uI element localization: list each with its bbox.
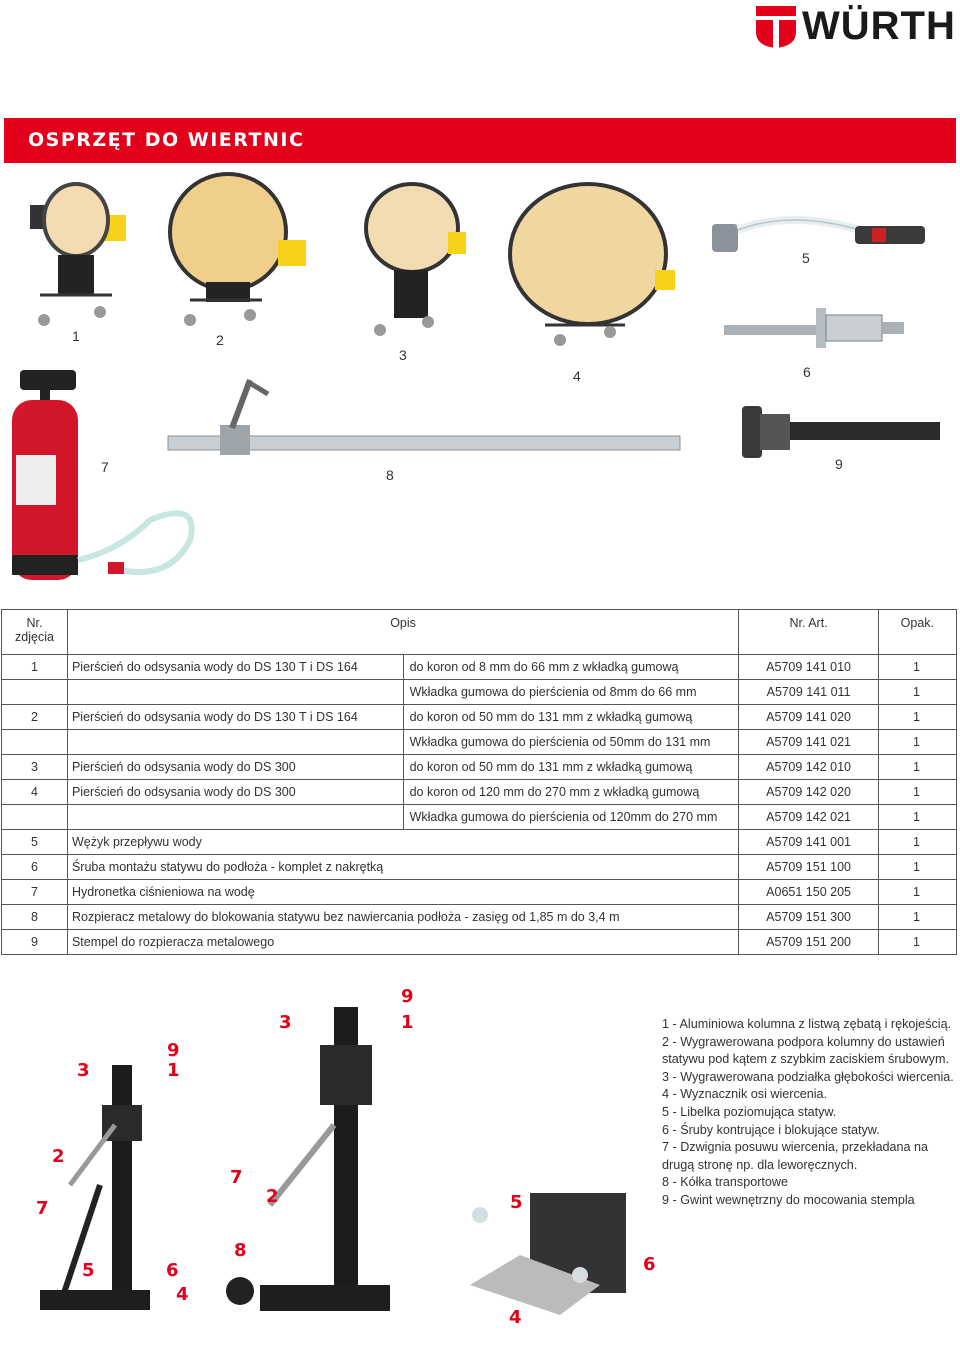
table-row xyxy=(2,905,957,930)
cell-name: Pierścień do odsysania wody do DS 130 T i DS 164 xyxy=(67,655,403,680)
cell-art: A5709 141 001 xyxy=(739,830,879,855)
table-row xyxy=(2,705,957,730)
cell-name xyxy=(67,680,403,705)
legend-line: statywu pod kątem z szybkim zaciskiem śrubowym. xyxy=(662,1052,949,1067)
cell-art: A5709 142 020 xyxy=(739,780,879,805)
col-header-art: Nr. Art. xyxy=(739,610,879,655)
col-header-nr: Nr. zdjęcia xyxy=(2,610,68,655)
cell-art: A5709 142 021 xyxy=(739,805,879,830)
cell-name: Wężyk przepływu wody xyxy=(67,830,738,855)
callout-b-9: 9 xyxy=(401,986,414,1007)
callout-a-7: 7 xyxy=(36,1198,49,1219)
legend-line: drugą stronę np. dla leworęcznych. xyxy=(662,1157,858,1172)
col-header-opak: Opak. xyxy=(879,610,957,655)
table-row xyxy=(2,655,957,680)
spreader-8-image xyxy=(168,380,680,455)
product-table xyxy=(1,609,957,955)
cell-art: A5709 142 010 xyxy=(739,755,879,780)
cell-nr: 5 xyxy=(2,830,68,855)
legend-line: 3 - Wygrawerowana podziałka głębokości wiercenia. xyxy=(662,1069,954,1084)
cell-qty: 1 xyxy=(879,780,957,805)
photo-label-2: 2 xyxy=(216,332,224,348)
cell-name: Pierścień do odsysania wody do DS 300 xyxy=(67,780,403,805)
photo-label-7: 7 xyxy=(101,459,109,475)
ring-4-image xyxy=(510,184,675,346)
cell-qty: 1 xyxy=(879,905,957,930)
photo-label-8: 8 xyxy=(386,467,394,483)
callout-a-1: 1 xyxy=(167,1060,180,1081)
cell-qty: 1 xyxy=(879,705,957,730)
callout-b-2: 2 xyxy=(266,1186,279,1207)
cell-nr: 2 xyxy=(2,705,68,730)
cell-desc: do koron od 50 mm do 131 mm z wkładką gumową xyxy=(403,705,739,730)
cell-qty: 1 xyxy=(879,830,957,855)
stand-illustrations xyxy=(0,985,660,1361)
callout-a-9: 9 xyxy=(167,1040,180,1061)
stand-a-image xyxy=(40,1065,150,1310)
cell-art: A5709 141 020 xyxy=(739,705,879,730)
cell-name: Śruba montażu statywu do podłoża - komplet z nakrętką xyxy=(67,855,738,880)
table-row xyxy=(2,930,957,955)
table-header-row xyxy=(2,610,957,655)
cell-desc: do koron od 120 mm do 270 mm z wkładką gumową xyxy=(403,780,739,805)
cell-nr: 3 xyxy=(2,755,68,780)
photo-label-1: 1 xyxy=(72,328,80,344)
wurth-logo-mark-icon xyxy=(756,6,796,48)
product-photos xyxy=(0,170,960,590)
legend-line: 4 - Wyznacznik osi wiercenia. xyxy=(662,1087,828,1102)
cell-name: Hydronetka ciśnieniowa na wodę xyxy=(67,880,738,905)
cell-art: A5709 151 100 xyxy=(739,855,879,880)
hose-5-image xyxy=(712,220,925,252)
cell-nr: 6 xyxy=(2,855,68,880)
cell-qty: 1 xyxy=(879,730,957,755)
table-row xyxy=(2,780,957,805)
callout-b-3: 3 xyxy=(279,1012,292,1033)
cell-desc: Wkładka gumowa do pierścienia od 8mm do 66 mm xyxy=(403,680,739,705)
cell-nr xyxy=(2,680,68,705)
cell-nr: 4 xyxy=(2,780,68,805)
callout-b-7: 7 xyxy=(230,1167,243,1188)
stand-detail-image xyxy=(470,1193,626,1315)
feature-legend xyxy=(662,1016,957,1210)
cell-nr xyxy=(2,805,68,830)
table-row xyxy=(2,680,957,705)
ring-3-image xyxy=(366,184,466,336)
bolt-6-image xyxy=(724,308,904,348)
wurth-logo xyxy=(756,6,956,50)
cell-qty: 1 xyxy=(879,805,957,830)
cell-qty: 1 xyxy=(879,655,957,680)
stamp-9-image xyxy=(742,406,940,458)
cell-desc: do koron od 50 mm do 131 mm z wkładką gumową xyxy=(403,755,739,780)
cell-art: A5709 151 200 xyxy=(739,930,879,955)
photo-label-9: 9 xyxy=(835,456,843,472)
callout-a-5: 5 xyxy=(82,1260,95,1281)
legend-line: 9 - Gwint wewnętrzny do mocowania stempla xyxy=(662,1192,915,1207)
table-row xyxy=(2,830,957,855)
cell-nr: 7 xyxy=(2,880,68,905)
legend-line: 5 - Libelka poziomująca statyw. xyxy=(662,1104,837,1119)
legend-line: 7 - Dzwignia posuwu wiercenia, przekładana na xyxy=(662,1140,929,1155)
photo-label-4: 4 xyxy=(573,368,581,384)
table-row xyxy=(2,880,957,905)
legend-line: 6 - Śruby kontrujące i blokujące statyw. xyxy=(662,1122,880,1137)
cell-name: Pierścień do odsysania wody do DS 300 xyxy=(67,755,403,780)
cell-name xyxy=(67,805,403,830)
cell-nr: 1 xyxy=(2,655,68,680)
callout-a-4: 4 xyxy=(176,1284,189,1305)
table-row xyxy=(2,805,957,830)
section-banner xyxy=(4,118,956,163)
cell-art: A5709 141 021 xyxy=(739,730,879,755)
legend-line: 8 - Kółka transportowe xyxy=(662,1175,788,1190)
callout-d-4: 4 xyxy=(509,1307,522,1328)
cell-name: Pierścień do odsysania wody do DS 130 T i DS 164 xyxy=(67,705,403,730)
callout-d-6: 6 xyxy=(643,1254,656,1275)
ring-1-image xyxy=(30,184,126,326)
cell-name: Rozpieracz metalowy do blokowania statywu bez nawiercania podłoża - zasięg od 1,85 m do 3,4 m xyxy=(67,905,738,930)
table-row xyxy=(2,755,957,780)
legend-line: 2 - Wygrawerowana podpora kolumny do ustawień xyxy=(662,1034,945,1049)
cell-art: A5709 151 300 xyxy=(739,905,879,930)
cell-desc: Wkładka gumowa do pierścienia od 50mm do 131 mm xyxy=(403,730,739,755)
brand-name: WÜRTH xyxy=(802,4,956,48)
photo-label-3: 3 xyxy=(399,347,407,363)
cell-qty: 1 xyxy=(879,855,957,880)
sprayer-7-image xyxy=(12,370,192,580)
cell-art: A5709 141 010 xyxy=(739,655,879,680)
callout-a-6: 6 xyxy=(166,1260,179,1281)
table-row xyxy=(2,730,957,755)
callout-d-5: 5 xyxy=(510,1192,523,1213)
callout-a-3: 3 xyxy=(77,1060,90,1081)
page-title: OSPRZĘT DO WIERTNIC xyxy=(28,129,305,151)
cell-qty: 1 xyxy=(879,755,957,780)
cell-nr: 9 xyxy=(2,930,68,955)
cell-desc: do koron od 8 mm do 66 mm z wkładką gumową xyxy=(403,655,739,680)
cell-qty: 1 xyxy=(879,930,957,955)
cell-nr: 8 xyxy=(2,905,68,930)
legend-line: 1 - Aluminiowa kolumna z listwą zębatą i rękojeścią. xyxy=(662,1017,952,1031)
cell-qty: 1 xyxy=(879,680,957,705)
cell-desc: Wkładka gumowa do pierścienia od 120mm do 270 mm xyxy=(403,805,739,830)
col-header-opis: Opis xyxy=(67,610,738,655)
photo-label-5: 5 xyxy=(802,250,810,266)
callout-b-1: 1 xyxy=(401,1012,414,1033)
cell-name: Stempel do rozpieracza metalowego xyxy=(67,930,738,955)
photo-label-6: 6 xyxy=(803,364,811,380)
stand-b-image xyxy=(226,1007,390,1311)
cell-art: A5709 141 011 xyxy=(739,680,879,705)
callout-a-2: 2 xyxy=(52,1146,65,1167)
callout-b-8: 8 xyxy=(234,1240,247,1261)
cell-art: A0651 150 205 xyxy=(739,880,879,905)
cell-name xyxy=(67,730,403,755)
ring-2-image xyxy=(170,174,306,326)
cell-qty: 1 xyxy=(879,880,957,905)
table-row xyxy=(2,855,957,880)
cell-nr xyxy=(2,730,68,755)
